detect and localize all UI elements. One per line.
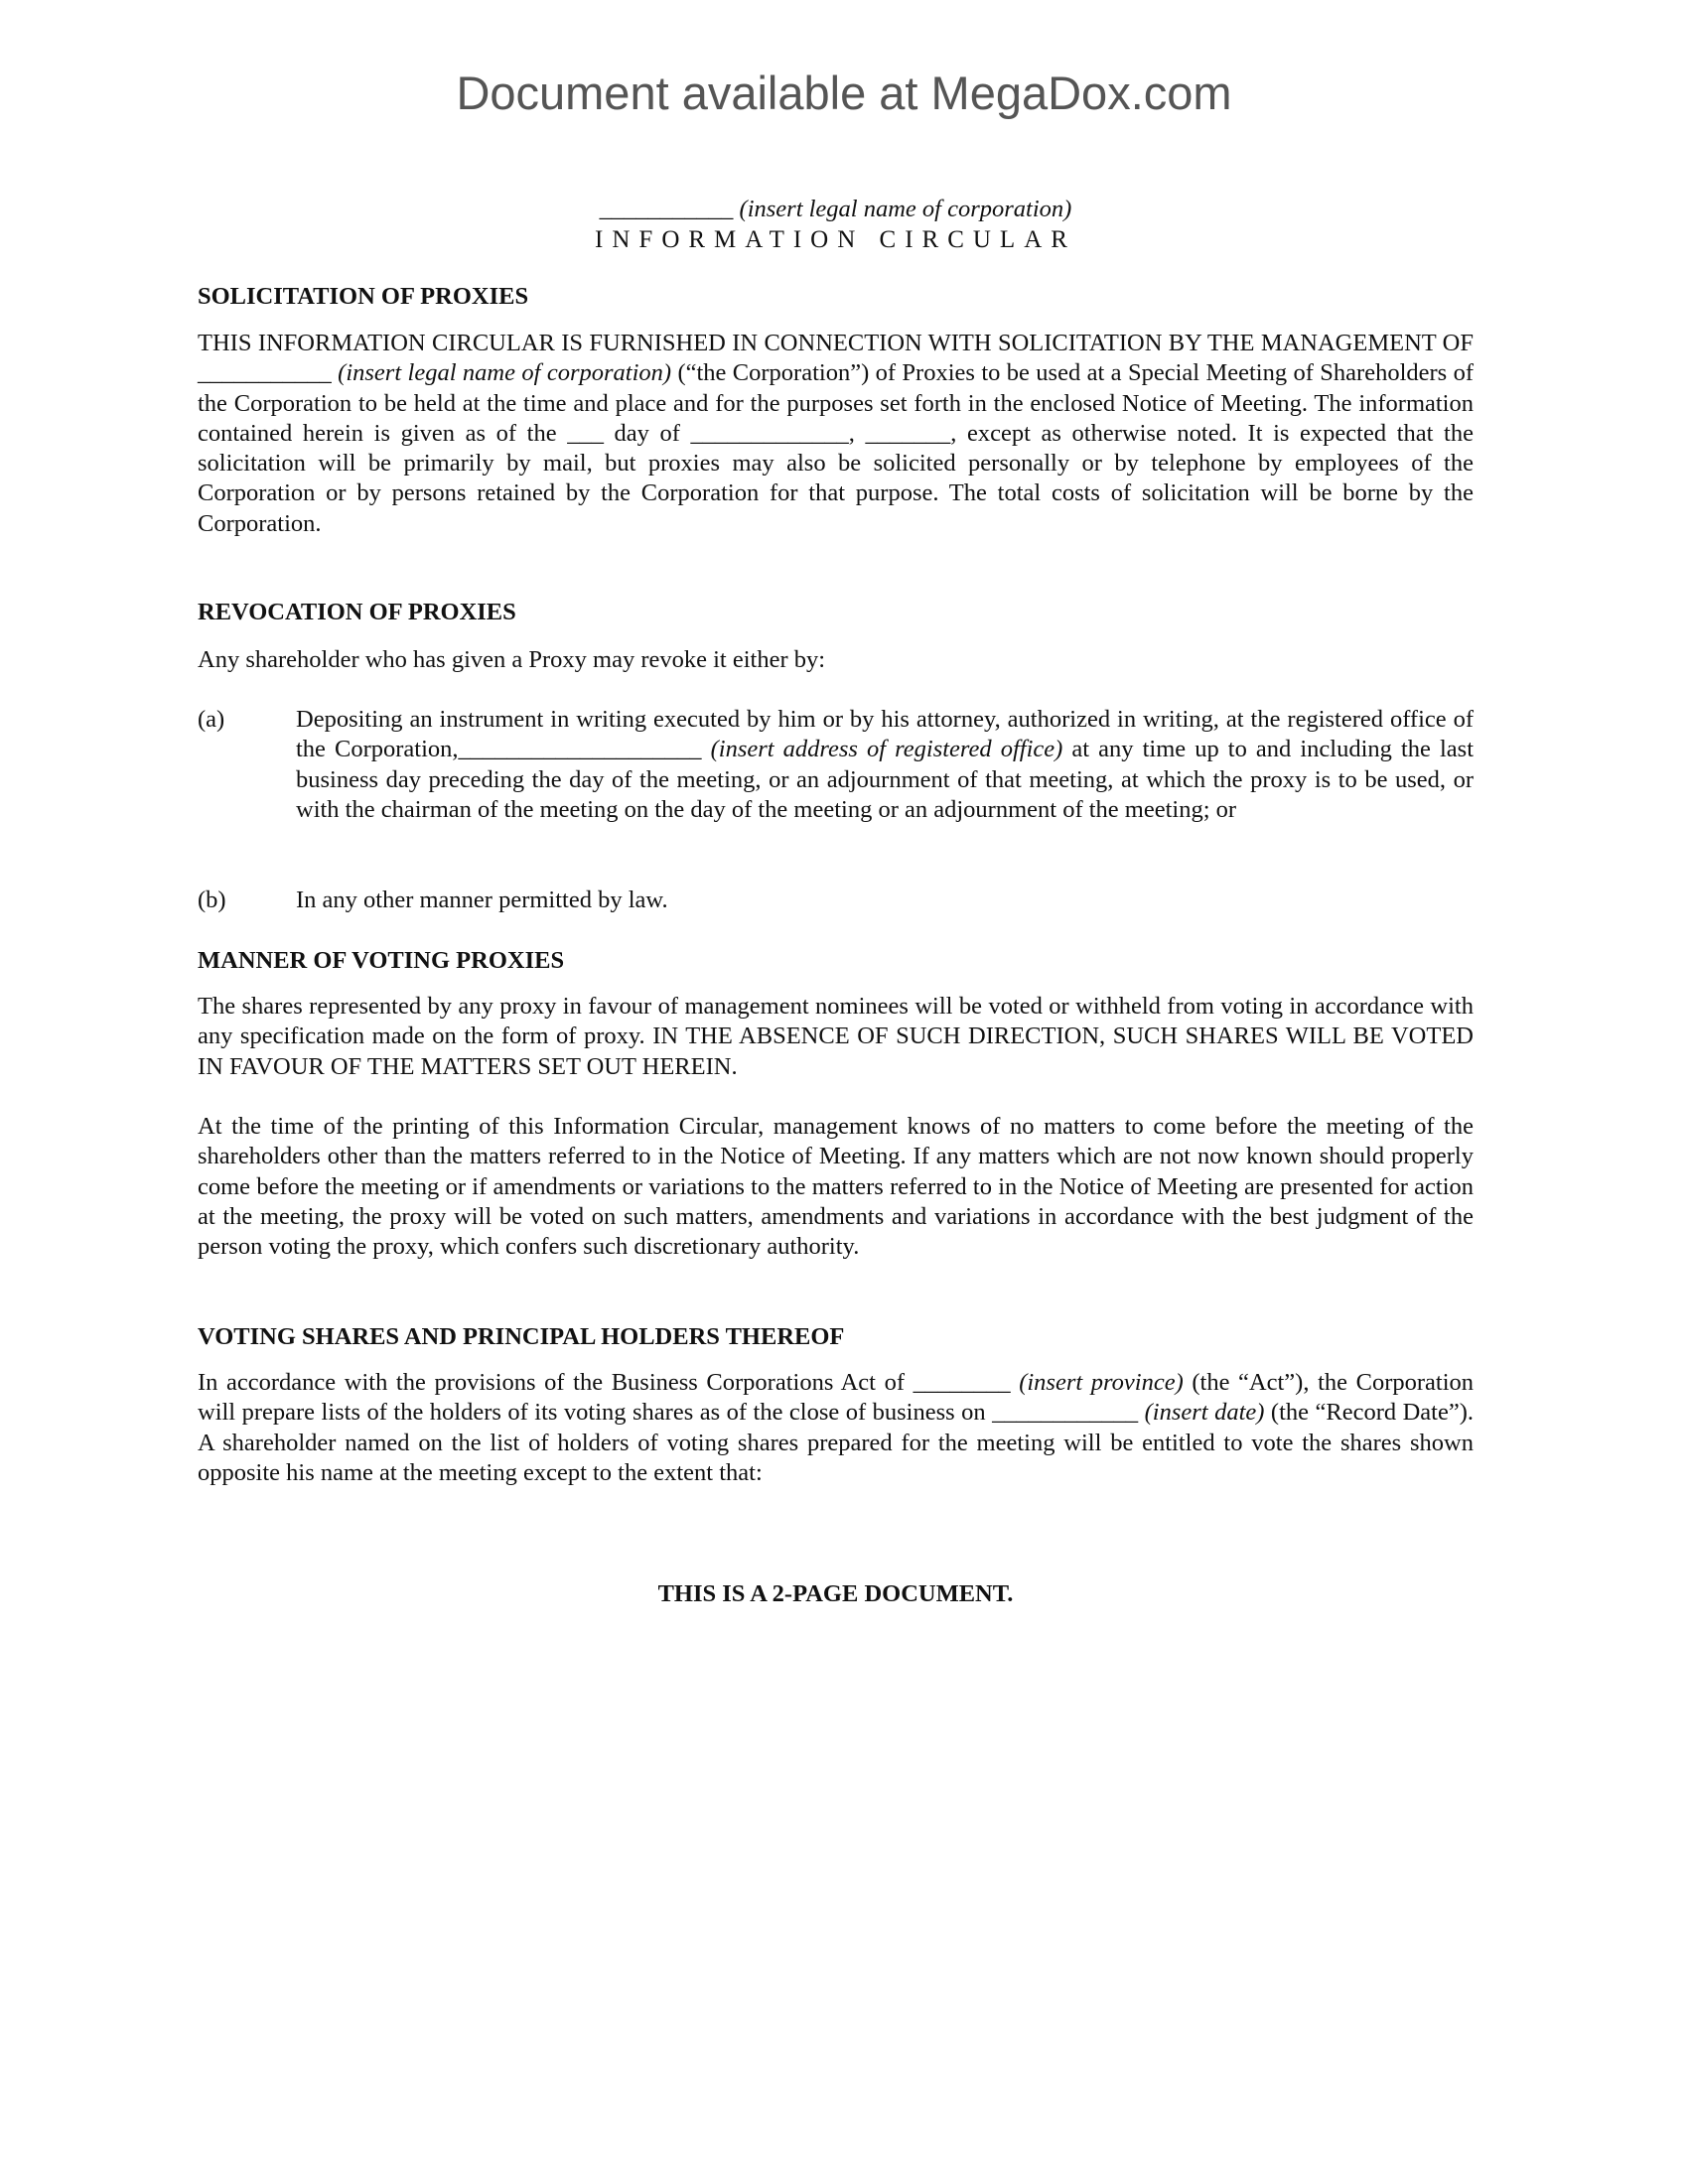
list-text (296, 705, 1474, 825)
heading-manner: MANNER OF VOTING PROXIES (198, 947, 565, 974)
document-title: INFORMATION CIRCULAR (595, 226, 1076, 253)
list-label: (a) (198, 706, 225, 733)
hint: (insert date) (1144, 1399, 1265, 1427)
text: In accordance with the provisions of the Business Corporations Act of ________ (198, 1369, 1020, 1396)
watermark-banner: Document available at MegaDox.com (456, 67, 1232, 119)
hint: (insert province) (1019, 1369, 1184, 1396)
text: THIS INFORMATION CIRCULAR IS FURNISHED IN CONNECTION WITH SOLICITATION BY THE MANAGEMENT OF ___________ (198, 330, 1474, 387)
heading-voting: VOTING SHARES AND PRINCIPAL HOLDERS THEREOF (198, 1323, 845, 1350)
corporation-name-blank: ___________ (599, 196, 734, 222)
list-text: In any other manner permitted by law. (296, 887, 668, 913)
revocation-intro: Any shareholder who has given a Proxy may revoke it either by: (198, 646, 826, 673)
list-item-b (198, 886, 1474, 915)
text: (the “Record Date”). A shareholder named on the list of holders of voting shares prepared for the meeting will be entitled to vote the shares shown opposite his name at the meeting except to the extent that: (198, 1399, 1475, 1486)
text: (the “Act”), the Corporation will prepare lists of the holders of its voting shares as of the close of business on ____________ (198, 1369, 1475, 1427)
paragraph-voting (198, 1368, 1474, 1488)
corporation-name-hint: (insert legal name of corporation) (739, 196, 1072, 222)
page-count-note: THIS IS A 2-PAGE DOCUMENT. (657, 1580, 1014, 1607)
list-item-a (198, 705, 1474, 825)
text: Depositing an instrument in writing executed by him or by his attorney, authorized in writing, at the registered office of the Corporation,____________________ (296, 706, 1474, 763)
heading-revocation: REVOCATION OF PROXIES (198, 599, 516, 625)
hint: (insert legal name of corporation) (338, 359, 672, 387)
paragraph-manner-2: At the time of the printing of this Information Circular, management knows of no matters to come before the meeting of the shareholders other than the matters referred to in the Notice of Meeting. If any matters which are not now known should properly come before the meeting or if amendments or variations to the matters referred to in the Notice of Meeting are presented for action at the meeting, the proxy will be voted on such matters, amendments and variations in accordance with the best judgment of the person voting the proxy, which confers such discretionary authority. (198, 1113, 1474, 1261)
paragraph-solicitation (198, 329, 1474, 539)
paragraph-manner-1: The shares represented by any proxy in favour of management nominees will be voted or withheld from voting in accordance with any specification made on the form of proxy. IN THE ABSENCE OF SUCH DIRECTION, SUCH SHARES WILL BE VOTED IN FAVOUR OF THE MATTERS SET OUT HEREIN. (198, 993, 1474, 1080)
text: (“the Corporation”) of Proxies to be used at a Special Meeting of Shareholders of the Corporation to be held at the time and place and for the purposes set forth in the enclosed Notice of Meeting. The information contained herein is given as of the ___ day of _____________, _______, except as otherwise noted. It is expected that the solicitation will be primarily by mail, but proxies may also be solicited personally or by telephone by employees of the Corporation or by persons retained by the Corporation for that purpose. The total costs of solicitation will be borne by the Corporation. (198, 359, 1475, 537)
list-label: (b) (198, 887, 226, 913)
heading-solicitation: SOLICITATION OF PROXIES (198, 283, 529, 310)
hint: (insert address of registered office) (710, 736, 1063, 763)
text: at any time up to and including the last business day preceding the day of the meeting, or an adjournment of that meeting, at which the proxy is to be used, or with the chairman of the meeting on the day of the meeting or an adjournment of the meeting; or (296, 736, 1475, 823)
corporation-name-line (198, 195, 1474, 224)
